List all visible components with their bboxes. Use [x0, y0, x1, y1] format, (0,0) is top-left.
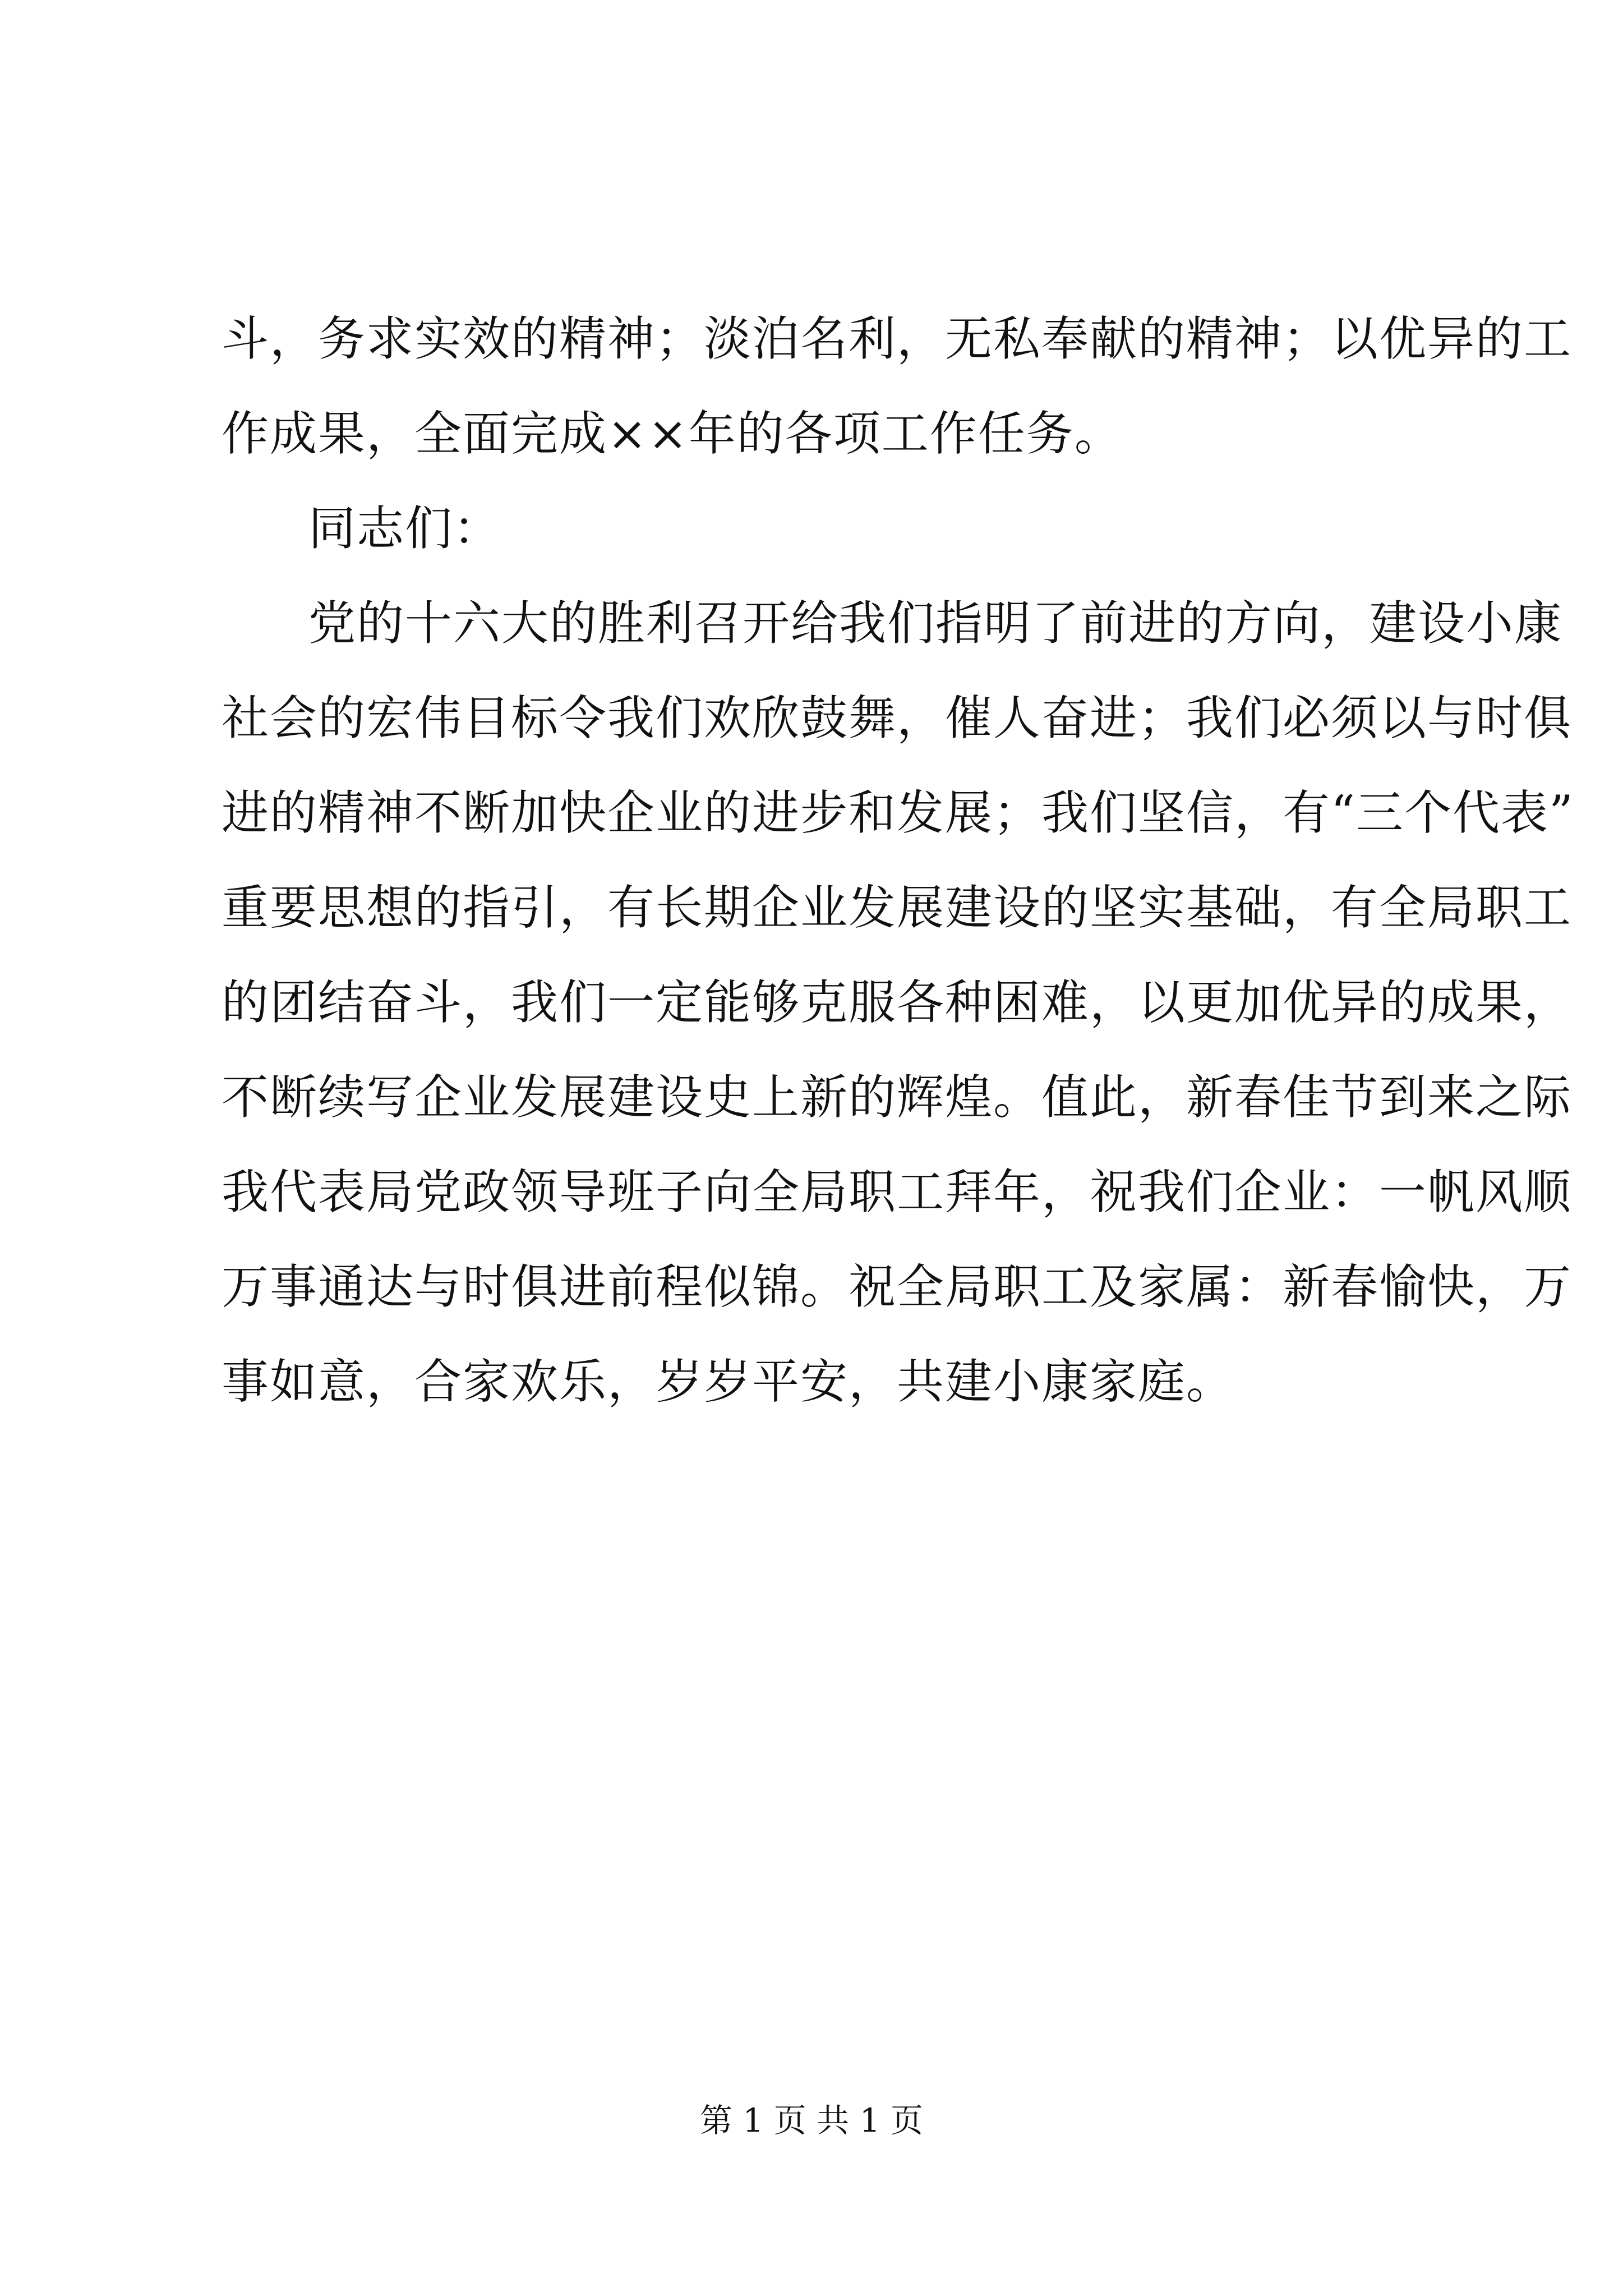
- body-line: 作成果，全面完成××年的各项工作任务。: [222, 406, 1123, 461]
- page-number-footer: 第 1 页 共 1 页: [700, 2101, 923, 2139]
- body-line: 万事通达与时俱进前程似锦。祝全局职工及家属：新春愉快，万: [222, 1259, 1573, 1314]
- body-line: 不断续写企业发展建设史上新的辉煌。值此，新春佳节到来之际: [222, 1070, 1573, 1125]
- body-line: 斗，务求实效的精神；淡泊名利，无私奉献的精神；以优异的工: [222, 311, 1573, 366]
- body-line: 进的精神不断加快企业的进步和发展；我们坚信，有“三个代表”: [222, 785, 1574, 840]
- document-body: [222, 292, 1574, 1429]
- body-line: 社会的宏伟目标令我们欢欣鼓舞，催人奋进；我们必须以与时俱: [222, 691, 1573, 746]
- salutation: 同志们：: [308, 501, 502, 556]
- body-line: 我代表局党政领导班子向全局职工拜年，祝我们企业：一帆风顺: [222, 1165, 1573, 1220]
- body-line: 重要思想的指引，有长期企业发展建设的坚实基础，有全局职工: [222, 880, 1573, 935]
- body-line: 事如意，合家欢乐，岁岁平安，共建小康家庭。: [222, 1354, 1235, 1409]
- body-line: 的团结奋斗，我们一定能够克服各种困难，以更加优异的成果，: [222, 975, 1573, 1030]
- body-line: 党的十六大的胜利召开给我们指明了前进的方向，建设小康: [308, 596, 1563, 651]
